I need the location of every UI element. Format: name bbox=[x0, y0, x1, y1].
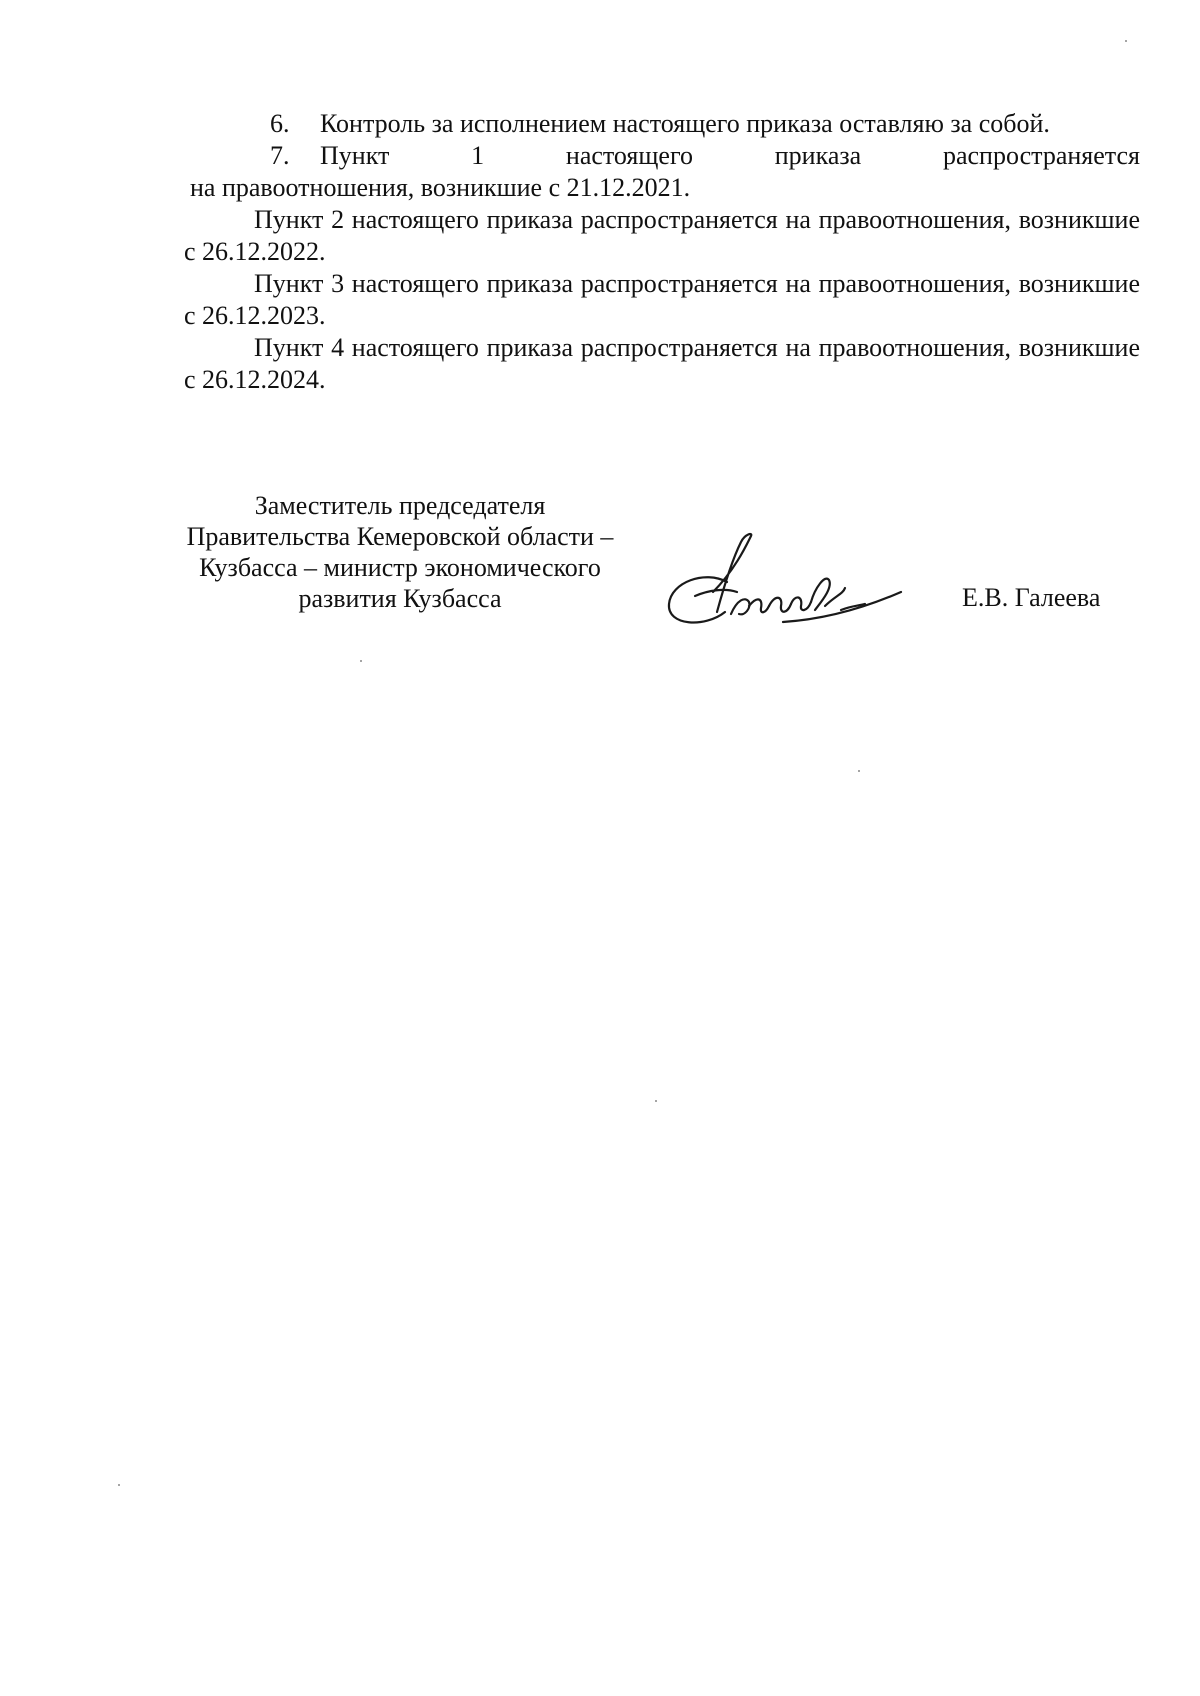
item-7-word-2: 1 bbox=[471, 141, 485, 170]
item-7-number: 7. bbox=[270, 141, 290, 170]
item-6 bbox=[184, 108, 1140, 140]
item-7 bbox=[184, 140, 1140, 204]
scan-speck bbox=[118, 1484, 120, 1486]
scan-speck bbox=[1125, 40, 1127, 42]
position-line-3: Кузбасса – министр экономического bbox=[199, 553, 601, 582]
item-7-word-4: приказа bbox=[774, 141, 862, 170]
scan-speck bbox=[858, 770, 860, 772]
item-7-word-3: настоящего bbox=[565, 141, 693, 170]
scan-speck bbox=[655, 1100, 657, 1102]
position-line-4: развития Кузбасса bbox=[298, 584, 502, 613]
item-7-word-5: распространяется bbox=[942, 141, 1140, 170]
item-7-first-line bbox=[184, 140, 1140, 172]
item-7-word-1: Пункт bbox=[320, 141, 390, 170]
signatory-position bbox=[150, 490, 650, 614]
paragraph-point-3: Пункт 3 настоящего приказа распространяется на правоотношения, возникшие с 26.12.2023. bbox=[184, 269, 1140, 330]
signer-name: Е.В. Галеева bbox=[962, 583, 1101, 612]
item-7-continuation: на правоотношения, возникшие с 21.12.2021. bbox=[190, 173, 691, 202]
handwritten-signature-icon bbox=[665, 530, 905, 640]
position-line-2: Правительства Кемеровской области – bbox=[186, 522, 614, 551]
document-body bbox=[184, 108, 1140, 396]
scan-speck bbox=[360, 660, 362, 662]
paragraph-point-4: Пункт 4 настоящего приказа распространяется на правоотношения, возникшие с 26.12.2024. bbox=[184, 333, 1140, 394]
item-6-number: 6. bbox=[270, 109, 290, 138]
position-line-1: Заместитель председателя bbox=[254, 491, 546, 520]
item-6-text: Контроль за исполнением настоящего приказа оставляю за собой. bbox=[320, 109, 1050, 138]
paragraph-point-2: Пункт 2 настоящего приказа распространяется на правоотношения, возникшие с 26.12.2022. bbox=[184, 205, 1140, 266]
